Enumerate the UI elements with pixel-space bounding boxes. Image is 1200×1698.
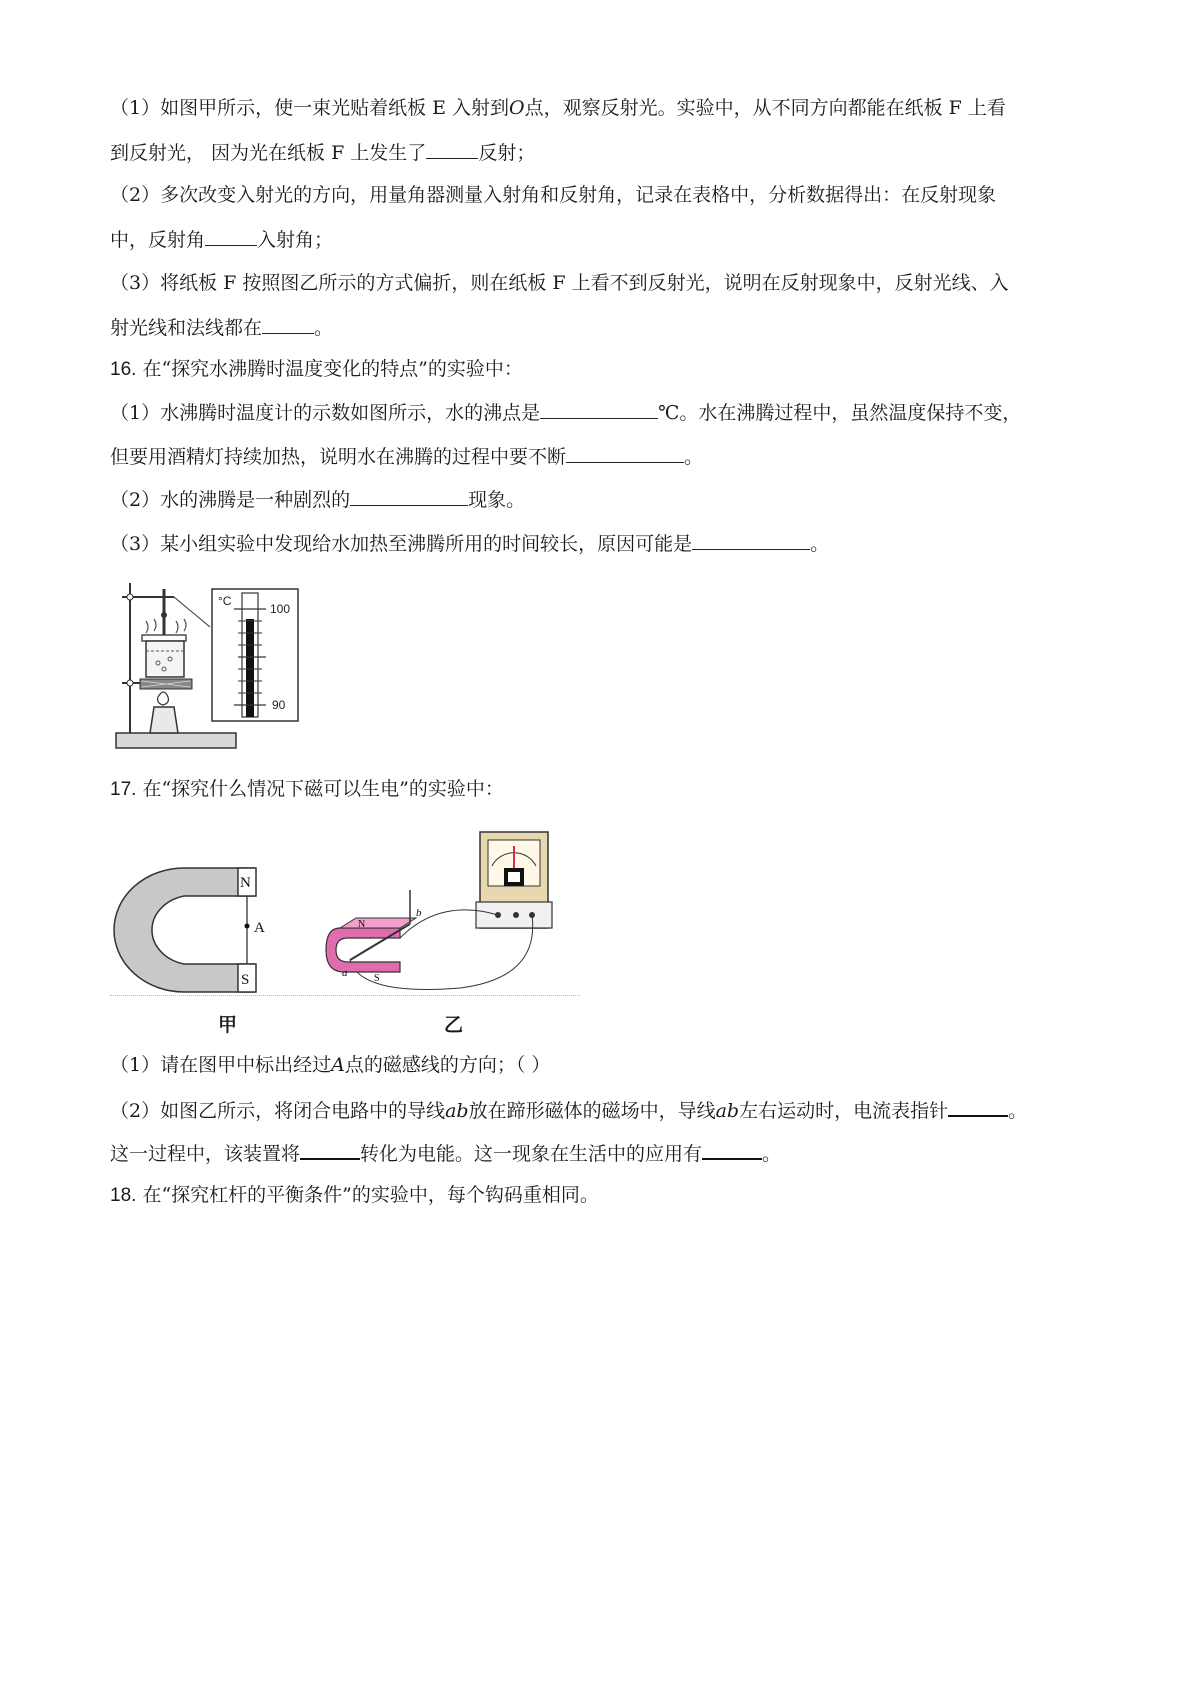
beaker bbox=[146, 641, 184, 677]
q16-part2: （2）水的沸腾是一种剧烈的 现象。 bbox=[110, 489, 526, 511]
q17-part2-line1: （2）如图乙所示，将闭合电路中的导线ab放在蹄形磁体的磁场中，导线ab左右运动时，电流表指针 。 bbox=[110, 1097, 1027, 1123]
q15-part1-line2: 到反射光， 因为光在纸板 F 上发生了 反射； bbox=[110, 142, 536, 164]
figure-divider bbox=[110, 995, 580, 996]
q17-part1: （1）请在图甲中标出经过A点的磁感线的方向；（ ） bbox=[110, 1054, 551, 1076]
q15-part3-line1: （3）将纸板 F 按照图乙所示的方式偏折，则在纸板 F 上看不到反射光，说明在反射现象中，反射光线、入 bbox=[110, 272, 1009, 294]
terminal-middle bbox=[513, 912, 519, 918]
answer-blank[interactable] bbox=[566, 444, 684, 463]
answer-blank[interactable] bbox=[702, 1140, 762, 1160]
pink-horseshoe-magnet bbox=[326, 928, 400, 972]
answer-blank[interactable] bbox=[540, 400, 658, 419]
answer-blank[interactable] bbox=[300, 1140, 360, 1160]
magnet-s-label: S bbox=[374, 973, 380, 984]
q18-title: 18. 在“探究杠杆的平衡条件”的实验中，每个钩码重相同。 bbox=[110, 1184, 599, 1206]
q15-part3-line2: 射光线和法线都在 。 bbox=[110, 317, 334, 339]
caption-yi: 乙 bbox=[444, 1014, 464, 1036]
q17-title: 17. 在“探究什么情况下磁可以生电”的实验中： bbox=[110, 778, 504, 800]
q15-part1-line1: （1）如图甲所示，使一束光贴着纸板 E 入射到O点，观察反射光。实验中，从不同方向都能在纸板 F 上看 bbox=[110, 97, 1006, 119]
south-pole-label: S bbox=[241, 972, 250, 988]
mercury-column bbox=[246, 619, 254, 717]
q15-part2-line2: 中，反射角 入射角； bbox=[110, 229, 334, 251]
north-pole-label: N bbox=[240, 875, 251, 891]
thermometer-label-90: 90 bbox=[272, 698, 286, 712]
q15-part2-line1: （2）多次改变入射光的方向，用量角器测量入射角和反射角，记录在表格中，分析数据得出：在反射现象 bbox=[110, 184, 997, 206]
thermometer-unit: °C bbox=[218, 594, 232, 608]
label-a: a bbox=[342, 967, 348, 979]
stand-base bbox=[116, 733, 236, 748]
point-a bbox=[245, 924, 250, 929]
u-magnet-body bbox=[114, 868, 254, 992]
point-a-label: A bbox=[254, 920, 265, 936]
q17-part2-line2: 这一过程中，该装置将 转化为电能。这一现象在生活中的应用有 。 bbox=[110, 1140, 781, 1166]
q16-part3: （3）某小组实验中发现给水加热至沸腾所用的时间较长，原因可能是 。 bbox=[110, 533, 830, 555]
thermometer-label-100: 100 bbox=[270, 602, 291, 616]
horseshoe-magnet-figure bbox=[104, 860, 304, 1002]
answer-blank[interactable] bbox=[262, 315, 314, 334]
answer-blank[interactable] bbox=[692, 531, 810, 550]
q16-part1-line2: 但要用酒精灯持续加热，说明水在沸腾的过程中要不断 。 bbox=[110, 446, 704, 468]
answer-blank[interactable] bbox=[205, 227, 257, 246]
q16-part1-line1: （1）水沸腾时温度计的示数如图所示，水的沸点是 ℃。水在沸腾过程中，虽然温度保持不变， bbox=[110, 402, 1022, 424]
answer-blank[interactable] bbox=[426, 140, 478, 159]
label-b: b bbox=[416, 907, 422, 919]
answer-blank[interactable] bbox=[948, 1097, 1008, 1117]
answer-blank[interactable] bbox=[350, 487, 468, 506]
alcohol-lamp bbox=[150, 707, 178, 733]
caption-jia: 甲 bbox=[218, 1014, 238, 1036]
flame-icon bbox=[158, 692, 169, 705]
induction-circuit-figure bbox=[320, 828, 600, 996]
q16-title: 16. 在“探究水沸腾时温度变化的特点”的实验中： bbox=[110, 358, 523, 380]
magnet-n-label: N bbox=[358, 919, 366, 930]
boiling-apparatus-figure bbox=[112, 575, 312, 755]
